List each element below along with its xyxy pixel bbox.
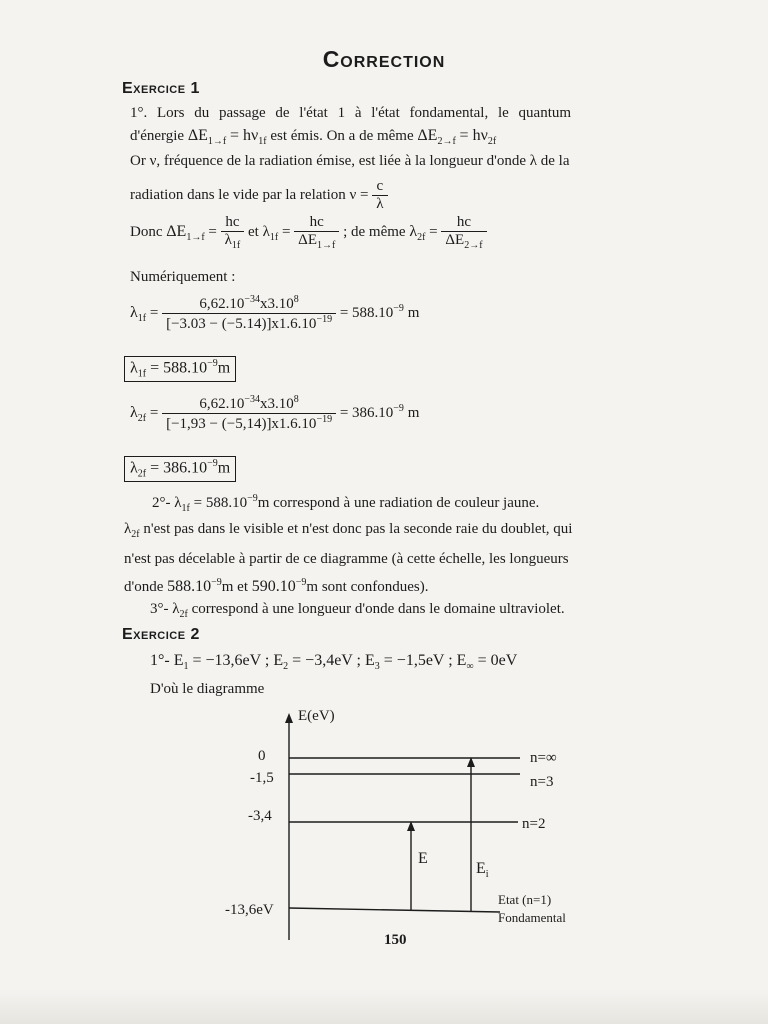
- ex1-q1-line1: 1°. Lors du passage de l'état 1 à l'état fondamental, le quantum: [130, 105, 572, 121]
- y-axis-label: E(eV): [298, 708, 335, 724]
- ex1-q2-line3: n'est pas décelable à partir de ce diagramme (à cette échelle, les longueurs: [124, 551, 569, 567]
- level-value-3: -1,5: [250, 770, 274, 786]
- ex1-calc1: $\lambda_{1f}$ = $\frac{6,62.10^{-34}x3.10^8}{[-3.03 - (-5.14)]x1.6.10^{-19}}$ = $588.10^{-9}$ m: [130, 294, 420, 332]
- result-box-lambda1f: $\lambda_{1f} = 588.10^{-9}m$: [124, 356, 236, 382]
- ex1-donc-equation: Donc $\Delta E_{1\to f}$ = $\frac{hc}{\lambda_{1f}}$ et $\lambda_{1f}$ = $\frac{hc}{\Delta E_{1\to f}}$ ; de même $\lambda_{2f}$ = $\frac{hc}{\Delta E_{2\to f}}$: [130, 214, 487, 251]
- ex1-q2-line4: d'onde $588.10^{-9}m$ et $590.10^{-9}m$ sont confondues).: [124, 577, 429, 595]
- result-box-lambda2f: $\lambda_{2f} = 386.10^{-9}m$: [124, 456, 236, 482]
- page-number: 150: [384, 932, 407, 948]
- ex1-q1-line2: d'énergie $\Delta E_{1\to f} = h\nu_{1f}$ est émis. On a de même $\Delta E_{2\to f} = h\nu_{2f}$: [130, 127, 497, 147]
- level-label-3: n=3: [530, 774, 554, 790]
- level-label-inf: n=∞: [530, 750, 557, 766]
- ex2-q1-energies: 1°- $E_1 = -13,6eV$ ; $E_2 = -3,4eV$ ; $E_3 = -1,5eV$ ; $E_\infty = 0eV$: [150, 652, 518, 673]
- y-axis-arrowhead: [285, 713, 293, 723]
- level-label-2: n=2: [522, 816, 546, 832]
- level-line-1: [289, 908, 500, 912]
- ex2-dou: D'où le diagramme: [150, 681, 265, 697]
- ex1-calc2: $\lambda_{2f}$ = $\frac{6,62.10^{-34}x3.10^8}{[-1,93 - (-5,14)]x1.6.10^{-19}}$ = $386.10^{-9}$ m: [130, 394, 420, 432]
- exercise2-heading: Exercice 2: [122, 626, 200, 643]
- level-label-1: Etat (n=1): [498, 892, 552, 907]
- level-value-2: -3,4: [248, 808, 272, 824]
- level-value-1: -13,6eV: [225, 902, 274, 918]
- ex1-q2-line1: 2°- $\lambda_{1f} = 588.10^{-9}m$ correspond à une radiation de couleur jaune.: [152, 493, 540, 514]
- ex1-numeriquement: Numériquement :: [130, 269, 236, 285]
- ex1-q2-line2: $\lambda_{2f}$ n'est pas dans le visible et n'est donc pas la seconde raie du doublet, qui: [124, 521, 573, 540]
- level-value-inf: 0: [258, 748, 266, 764]
- ex1-q3: 3°- $\lambda_{2f}$ correspond à une longueur d'onde dans le domaine ultraviolet.: [150, 601, 565, 620]
- exercise1-heading: Exercice 1: [122, 80, 200, 97]
- page-title: Correction: [322, 46, 446, 72]
- arrow-e-label: E: [418, 850, 428, 867]
- level-label-ground: Fondamental: [498, 910, 566, 925]
- ex1-q1-line3: Or ν, fréquence de la radiation émise, est liée à la longueur d'onde λ de la: [130, 153, 570, 169]
- ex1-q1-line4: radiation dans le vide par la relation ν = $\frac{c}{\lambda}$: [130, 178, 388, 213]
- arrow-ei-label: $E_i$: [476, 860, 489, 881]
